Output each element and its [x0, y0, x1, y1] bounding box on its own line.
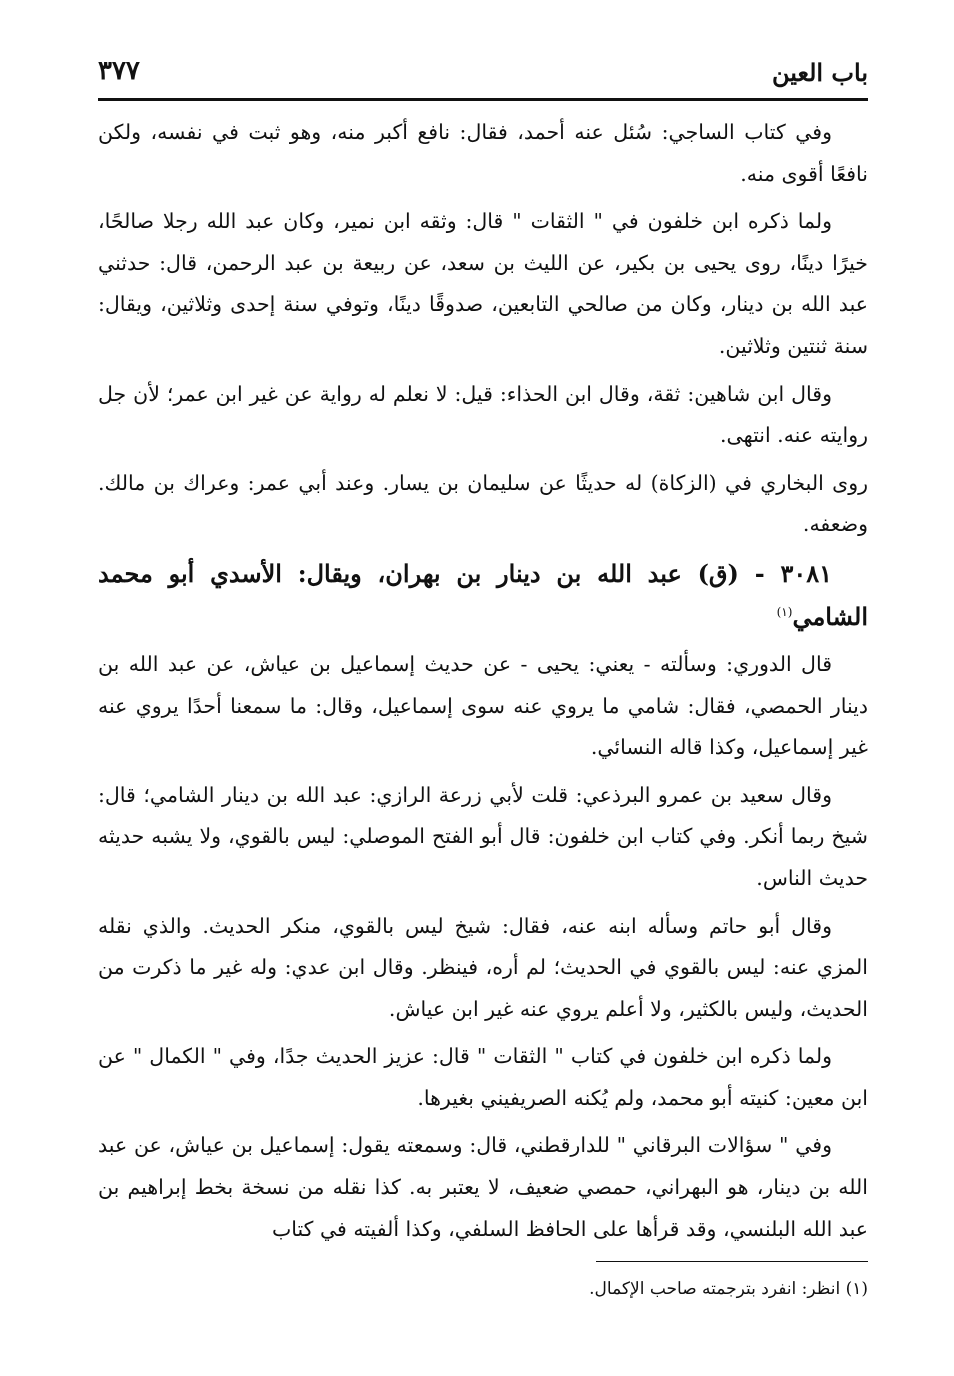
paragraph: ولما ذكره ابن خلفون في " الثقات " قال: وثقه ابن نمير، وكان عبد الله رجلا صالحًا، خيرًا دينًا، روى يحيى بن بكير، عن الليث بن سعد، عن ربيعة بن عبد الرحمن، قال: حدثني عبد الله بن دينار، وكان من صالحي التابعين، صدوقًا دينًا، وتوفي سنة إحدى وثلاثين، ويقال: سنة ثنتين وثلاثين.	[98, 209, 868, 358]
paragraph: روى البخاري في (الزكاة) له حديثًا عن سليمان بن يسار. وعند أبي عمر: وعراك بن مالك. وضعفه.	[98, 470, 868, 537]
page-number: ٣٧٧	[98, 56, 140, 86]
paragraph: قال الدوري: وسألته - يعني: يحيى - عن حديث إسماعيل بن عياش، عن عبد الله بن دينار الحمصي، فقال: شامي ما يروي عنه سوى إسماعيل، وقال: ما سمعنا أحدًا يروي عنه غير إسماعيل، وكذا قاله النسائي.	[98, 651, 868, 760]
paragraph: ولما ذكره ابن خلفون في كتاب " الثقات " قال: عزيز الحديث جدًا، وفي " الكمال " عن ابن معين: كنيته أبو محمد، ولم يُكنه الصريفيني بغيرها.	[98, 1044, 868, 1110]
header-divider	[98, 98, 868, 101]
section-title: باب العين	[771, 58, 868, 87]
paragraph: وقال ابن شاهين: ثقة، وقال ابن الحذاء: قيل: لا نعلم له رواية عن غير ابن عمر؛ لأن جل روايته عنه. انتهى.	[98, 381, 868, 448]
footnote-divider	[596, 1261, 868, 1262]
footnote: (١) انظر: انفرد بترجمته صاحب الإكمال.	[589, 1279, 868, 1299]
paragraph: وقال أبو حاتم وسأله ابنه عنه، فقال: شيخ ليس بالقوي، منكر الحديث. والذي نقله المزي عنه: ليس بالقوي في الحديث؛ لم أره، فينظر. وقال ابن عدي: وله غير ما ذكرت من الحديث، وليس بالكثير، ولا أعلم يروي عنه غير ابن عياش.	[98, 913, 868, 1021]
entry-heading-text: ٣٠٨١ - (ق) عبد الله بن دينار بن بهران، ويقال: الأسدي أبو محمد الشامي	[98, 558, 868, 631]
paragraph: وفي كتاب الساجي: سُئل عنه أحمد، فقال: نافع أكبر منه، وهو ثبت في نفسه، ولكن نافعًا أقوى منه.	[98, 120, 868, 186]
paragraph: وقال سعيد بن عمرو البرذعي: قلت لأبي زرعة الرازي: عبد الله بن دينار الشامي؛ قال: شيخ ربما أنكر. وفي كتاب ابن خلفون: قال أبو الفتح الموصلي: ليس بالقوي، ولا يشبه حديثه حديث الناس.	[98, 782, 868, 890]
main-text	[98, 112, 868, 1256]
entry-heading	[98, 552, 868, 638]
paragraph: وفي " سؤالات البرقاني " للدارقطني، قال: وسمعته يقول: إسماعيل بن عياش، عن عبد الله بن دينار، هو البهراني، حمصي ضعيف، لا يعتبر به. كذا نقله من نسخة بخط إبراهيم بن عبد الله البلنسي، وقد قرأها على الحافظ السلفي، وكذا ألفيته في كتاب	[98, 1133, 868, 1241]
footnote-reference: (١)	[776, 604, 793, 619]
page-header	[98, 52, 868, 92]
